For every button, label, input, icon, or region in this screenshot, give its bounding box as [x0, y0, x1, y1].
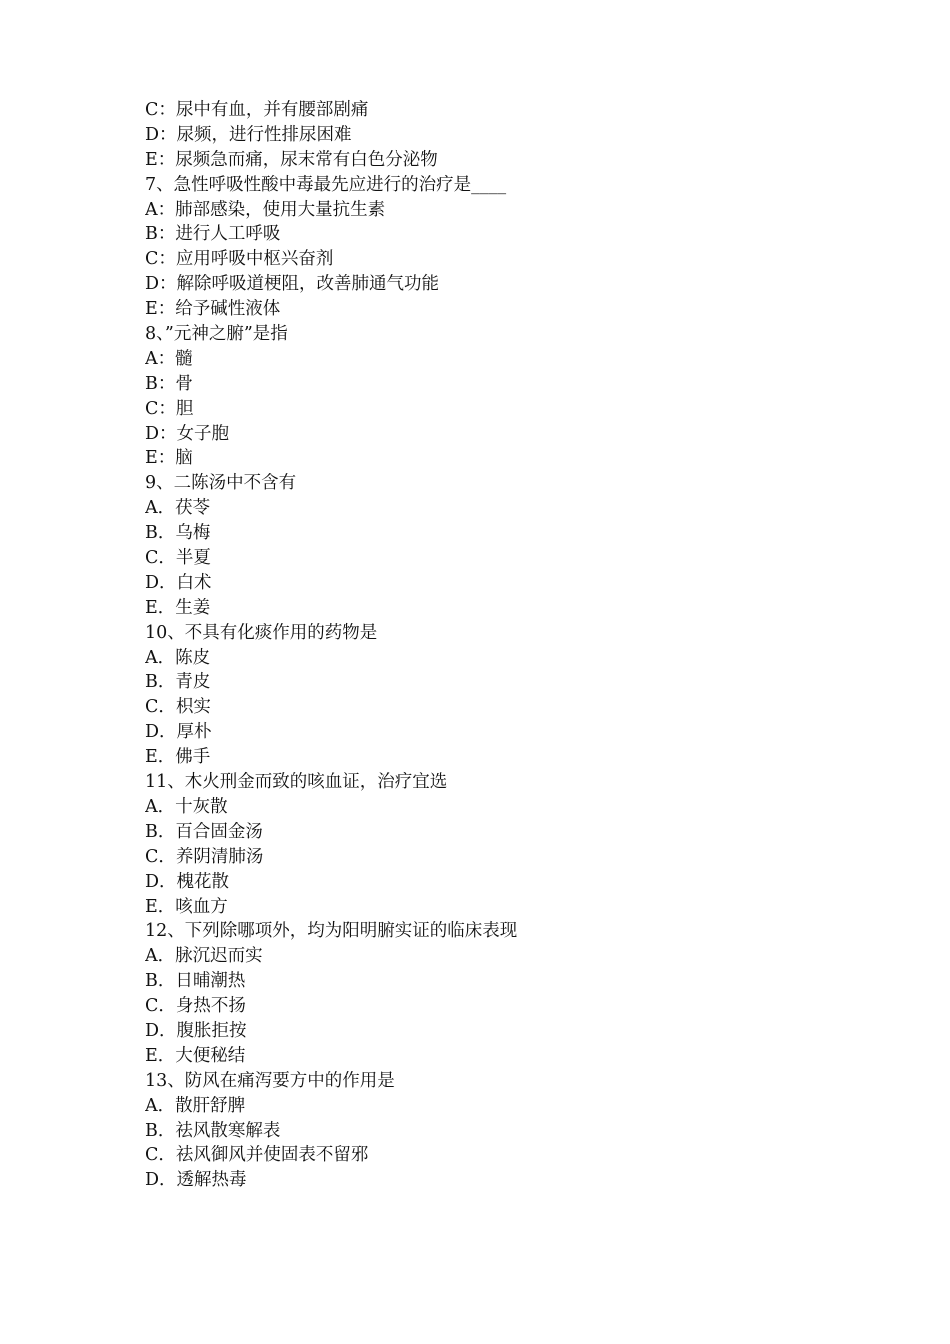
option-line: C：应用呼吸中枢兴奋剂: [145, 249, 334, 270]
question-13: 13、防风在痛泻要方中的作用是: [145, 1070, 395, 1091]
option-line: D：女子胞: [145, 423, 230, 444]
text-line: C：尿中有血，并有腰部剧痛: [145, 100, 369, 120]
option-line: C：胆: [145, 398, 194, 419]
option-line: B：骨: [145, 373, 193, 394]
option-line: A．脉沉迟而实: [145, 946, 263, 967]
option-line: B．乌梅: [145, 523, 211, 544]
option-line: A：髓: [145, 348, 193, 369]
option-line: C．枳实: [145, 697, 211, 718]
option-line: D．槐花散: [145, 871, 230, 892]
question-10: 10、不具有化痰作用的药物是: [145, 622, 378, 643]
option-line: D．透解热毒: [145, 1170, 247, 1191]
option-line: B：进行人工呼吸: [145, 224, 281, 245]
document-content: [145, 98, 845, 1193]
question-12: 12、下列除哪项外，均为阳明腑实证的临床表现: [145, 921, 518, 942]
option-line: C．身热不扬: [145, 996, 246, 1017]
question-7: 7、急性呼吸性酸中毒最先应进行的治疗是____: [145, 174, 507, 195]
option-line: E．咳血方: [145, 896, 228, 917]
option-line: C．祛风御风并使固表不留邪: [145, 1145, 369, 1166]
option-line: D．厚朴: [145, 722, 212, 743]
option-line: A．十灰散: [145, 796, 228, 817]
option-line: C．养阴清肺汤: [145, 846, 264, 867]
option-line: B．祛风散寒解表: [145, 1120, 281, 1141]
text-line: E：尿频急而痛，尿末常有白色分泌物: [145, 149, 438, 170]
option-line: B．日晡潮热: [145, 971, 246, 992]
question-9: 9、二陈汤中不含有: [145, 473, 297, 494]
option-line: A．陈皮: [145, 647, 211, 668]
option-line: D．腹胀拒按: [145, 1020, 247, 1041]
question-11: 11、木火刑金而致的咳血证，治疗宜选: [145, 772, 448, 793]
option-line: C．半夏: [145, 548, 211, 569]
option-line: A．茯苓: [145, 498, 211, 519]
option-line: D．白术: [145, 572, 212, 593]
question-8: 8、”元神之腑”是指: [145, 324, 288, 345]
option-line: E：给予碱性液体: [145, 299, 281, 320]
option-line: A．散肝舒脾: [145, 1095, 246, 1116]
option-line: E．佛手: [145, 747, 211, 768]
option-line: E．生姜: [145, 597, 211, 618]
option-line: D：解除呼吸道梗阻，改善肺通气功能: [145, 274, 440, 295]
option-line: E：脑: [145, 448, 193, 469]
option-line: B．百合固金汤: [145, 821, 263, 842]
option-line: E．大便秘结: [145, 1045, 246, 1066]
option-line: A：肺部感染，使用大量抗生素: [145, 199, 386, 220]
text-line: D：尿频，进行性排尿困难: [145, 124, 352, 145]
option-line: B．青皮: [145, 672, 211, 693]
